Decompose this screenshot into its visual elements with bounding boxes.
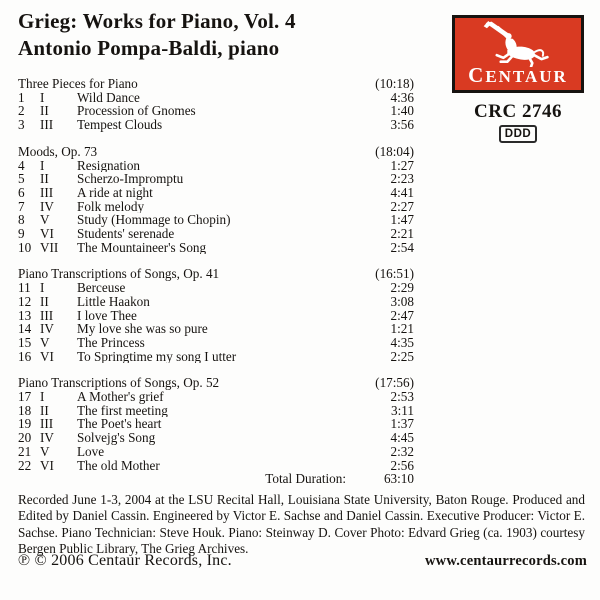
total-duration-value: 63:10 xyxy=(383,471,414,487)
footer xyxy=(18,552,587,570)
track-time: 1:21 xyxy=(390,321,414,337)
track-roman-numeral: VI xyxy=(40,457,54,473)
album-title: Grieg: Works for Piano, Vol. 4 xyxy=(18,9,296,33)
track-title: Procession of Gnomes xyxy=(77,104,196,119)
track-title: The old Mother xyxy=(77,458,160,473)
copyright-line: ℗ © 2006 Centaur Records, Inc. xyxy=(18,552,232,569)
track-number: 9 xyxy=(18,226,25,242)
track-title: The Poet's heart xyxy=(77,417,162,432)
track-row xyxy=(18,295,414,309)
track-row xyxy=(18,118,414,132)
track-row xyxy=(18,172,414,186)
track-roman-numeral: IV xyxy=(40,321,54,337)
section-duration: (17:56) xyxy=(375,375,414,391)
section-duration: (18:04) xyxy=(375,143,414,159)
track-title: A Mother's grief xyxy=(77,390,164,404)
track-roman-numeral: II xyxy=(40,103,49,119)
track-roman-numeral: III xyxy=(40,307,54,323)
track-title: Solvejg's Song xyxy=(77,431,156,445)
track-roman-numeral: V xyxy=(40,334,50,350)
track-time: 2:54 xyxy=(390,239,414,255)
track-roman-numeral: I xyxy=(40,280,45,296)
track-roman-numeral: VI xyxy=(40,348,54,364)
track-row xyxy=(18,336,414,350)
track-roman-numeral: IV xyxy=(40,198,54,214)
track-row xyxy=(18,404,414,418)
track-time: 2:27 xyxy=(390,198,414,214)
track-row xyxy=(18,241,414,255)
track-title: Love xyxy=(77,444,105,459)
section-duration: (16:51) xyxy=(375,266,414,282)
format-badge-wrap xyxy=(452,125,584,143)
track-number: 12 xyxy=(18,293,32,309)
track-time: 3:11 xyxy=(391,402,414,418)
track-time: 4:35 xyxy=(390,334,414,350)
track-title: The Mountaineer's Song xyxy=(77,240,207,255)
total-duration-label: Total Duration: xyxy=(265,471,346,487)
track-number: 7 xyxy=(18,198,25,214)
track-title: The first meeting xyxy=(77,403,168,418)
track-number: 5 xyxy=(18,171,25,187)
total-duration-row xyxy=(18,472,414,486)
track-row xyxy=(18,91,414,105)
track-title: Folk melody xyxy=(77,199,145,214)
track-number: 11 xyxy=(18,280,31,296)
section-header-row xyxy=(18,267,414,281)
track-row xyxy=(18,459,414,473)
track-time: 2:29 xyxy=(390,280,414,296)
section-title: Piano Transcriptions of Songs, Op. 52 xyxy=(18,375,220,391)
track-row xyxy=(18,417,414,431)
centaur-blowing-horn-icon xyxy=(480,21,554,67)
track-time: 4:41 xyxy=(390,184,414,200)
track-title: Students' serenade xyxy=(77,227,175,241)
track-number: 3 xyxy=(18,117,25,133)
track-time: 2:23 xyxy=(390,171,414,187)
total-spacer xyxy=(18,472,265,486)
track-time: 4:36 xyxy=(390,89,414,105)
track-time: 1:40 xyxy=(390,103,414,119)
section-tracks xyxy=(18,281,414,363)
track-number: 17 xyxy=(18,389,32,405)
track-roman-numeral: VI xyxy=(40,226,54,242)
track-row xyxy=(18,227,414,241)
track-row xyxy=(18,350,414,364)
track-roman-numeral: I xyxy=(40,89,45,105)
section-header-row xyxy=(18,376,414,390)
track-roman-numeral: V xyxy=(40,443,50,459)
section-tracks xyxy=(18,159,414,255)
track-number: 10 xyxy=(18,239,32,255)
track-title: Little Haakon xyxy=(77,294,150,309)
track-row xyxy=(18,104,414,118)
track-number: 1 xyxy=(18,89,25,105)
track-time: 3:08 xyxy=(390,293,414,309)
track-roman-numeral: II xyxy=(40,293,49,309)
track-roman-numeral: VII xyxy=(40,239,59,255)
section-tracks xyxy=(18,390,414,472)
track-time: 2:21 xyxy=(390,226,414,242)
brand-name: CENTAUR xyxy=(468,63,568,87)
track-number: 2 xyxy=(18,103,25,119)
track-row xyxy=(18,159,414,173)
track-title: The Princess xyxy=(77,335,145,350)
track-roman-numeral: II xyxy=(40,171,49,187)
track-row xyxy=(18,200,414,214)
track-title: I love Thee xyxy=(77,308,137,323)
track-row xyxy=(18,390,414,404)
track-roman-numeral: II xyxy=(40,402,49,418)
track-number: 16 xyxy=(18,348,32,364)
album-artist: Antonio Pompa-Baldi, piano xyxy=(18,36,280,60)
track-time: 3:56 xyxy=(390,117,414,133)
track-section xyxy=(18,77,414,132)
track-time: 2:25 xyxy=(390,348,414,364)
section-header-row xyxy=(18,77,414,91)
track-title: Resignation xyxy=(77,158,141,173)
track-title: Study (Hommage to Chopin) xyxy=(77,213,231,228)
label-logo-block xyxy=(452,15,584,143)
track-time: 2:56 xyxy=(390,457,414,473)
track-row xyxy=(18,213,414,227)
track-number: 20 xyxy=(18,430,32,446)
section-duration: (10:18) xyxy=(375,76,414,91)
track-title: A ride at night xyxy=(77,185,153,200)
track-roman-numeral: III xyxy=(40,184,54,200)
track-row xyxy=(18,281,414,295)
track-section xyxy=(18,145,414,255)
credits-text: Recorded June 1-3, 2004 at the LSU Recital Hall, Louisiana State University, Baton Rouge. Produced and Edited by Daniel Cassin. Engineered by Victor E. Sachse and Daniel Cassin. Executive Producer: Victor E. Sachse. Piano Technician: Steve Houk. Piano: Steinway D. Cover Photo: Edvard Grieg (ca. 1903) courtesy Bergen Public Library, The Grieg Archives. xyxy=(18,492,585,557)
track-number: 18 xyxy=(18,402,32,418)
track-time: 1:27 xyxy=(390,157,414,173)
track-roman-numeral: III xyxy=(40,117,54,133)
section-title: Piano Transcriptions of Songs, Op. 41 xyxy=(18,266,220,282)
track-title: Wild Dance xyxy=(77,90,140,105)
track-title: Berceuse xyxy=(77,281,126,295)
track-roman-numeral: I xyxy=(40,389,45,405)
track-number: 13 xyxy=(18,307,32,323)
track-title: To Springtime my song I utter xyxy=(77,349,237,364)
website-text: www.centaurrecords.com xyxy=(425,553,587,569)
track-time: 2:53 xyxy=(390,389,414,405)
track-number: 22 xyxy=(18,457,32,473)
track-row xyxy=(18,322,414,336)
track-roman-numeral: V xyxy=(40,212,50,228)
track-section xyxy=(18,267,414,363)
track-row xyxy=(18,445,414,459)
catalog-number: CRC 2746 xyxy=(474,101,562,122)
track-number: 21 xyxy=(18,443,32,459)
track-time: 4:45 xyxy=(390,430,414,446)
track-sections xyxy=(18,77,414,472)
track-number: 4 xyxy=(18,157,25,173)
track-row xyxy=(18,186,414,200)
track-number: 15 xyxy=(18,334,32,350)
track-title: Tempest Clouds xyxy=(77,118,163,132)
track-time: 2:47 xyxy=(390,307,414,323)
title-block xyxy=(18,8,296,62)
centaur-logo xyxy=(452,15,584,93)
track-number: 14 xyxy=(18,321,32,337)
track-roman-numeral: III xyxy=(40,416,54,432)
track-row xyxy=(18,431,414,445)
track-title: Scherzo-Impromptu xyxy=(77,172,184,186)
track-section xyxy=(18,376,414,472)
track-row xyxy=(18,309,414,323)
section-tracks xyxy=(18,91,414,132)
track-time: 1:47 xyxy=(390,212,414,228)
section-title: Three Pieces for Piano xyxy=(18,76,138,91)
tracklist xyxy=(18,77,414,486)
section-title: Moods, Op. 73 xyxy=(18,143,98,159)
track-number: 6 xyxy=(18,184,25,200)
track-number: 8 xyxy=(18,212,25,228)
track-time: 2:32 xyxy=(390,443,414,459)
track-number: 19 xyxy=(18,416,32,432)
track-roman-numeral: IV xyxy=(40,430,54,446)
track-time: 1:37 xyxy=(390,416,414,432)
format-badge: DDD xyxy=(499,125,537,143)
section-header-row xyxy=(18,145,414,159)
track-roman-numeral: I xyxy=(40,157,45,173)
track-title: My love she was so pure xyxy=(77,322,208,336)
